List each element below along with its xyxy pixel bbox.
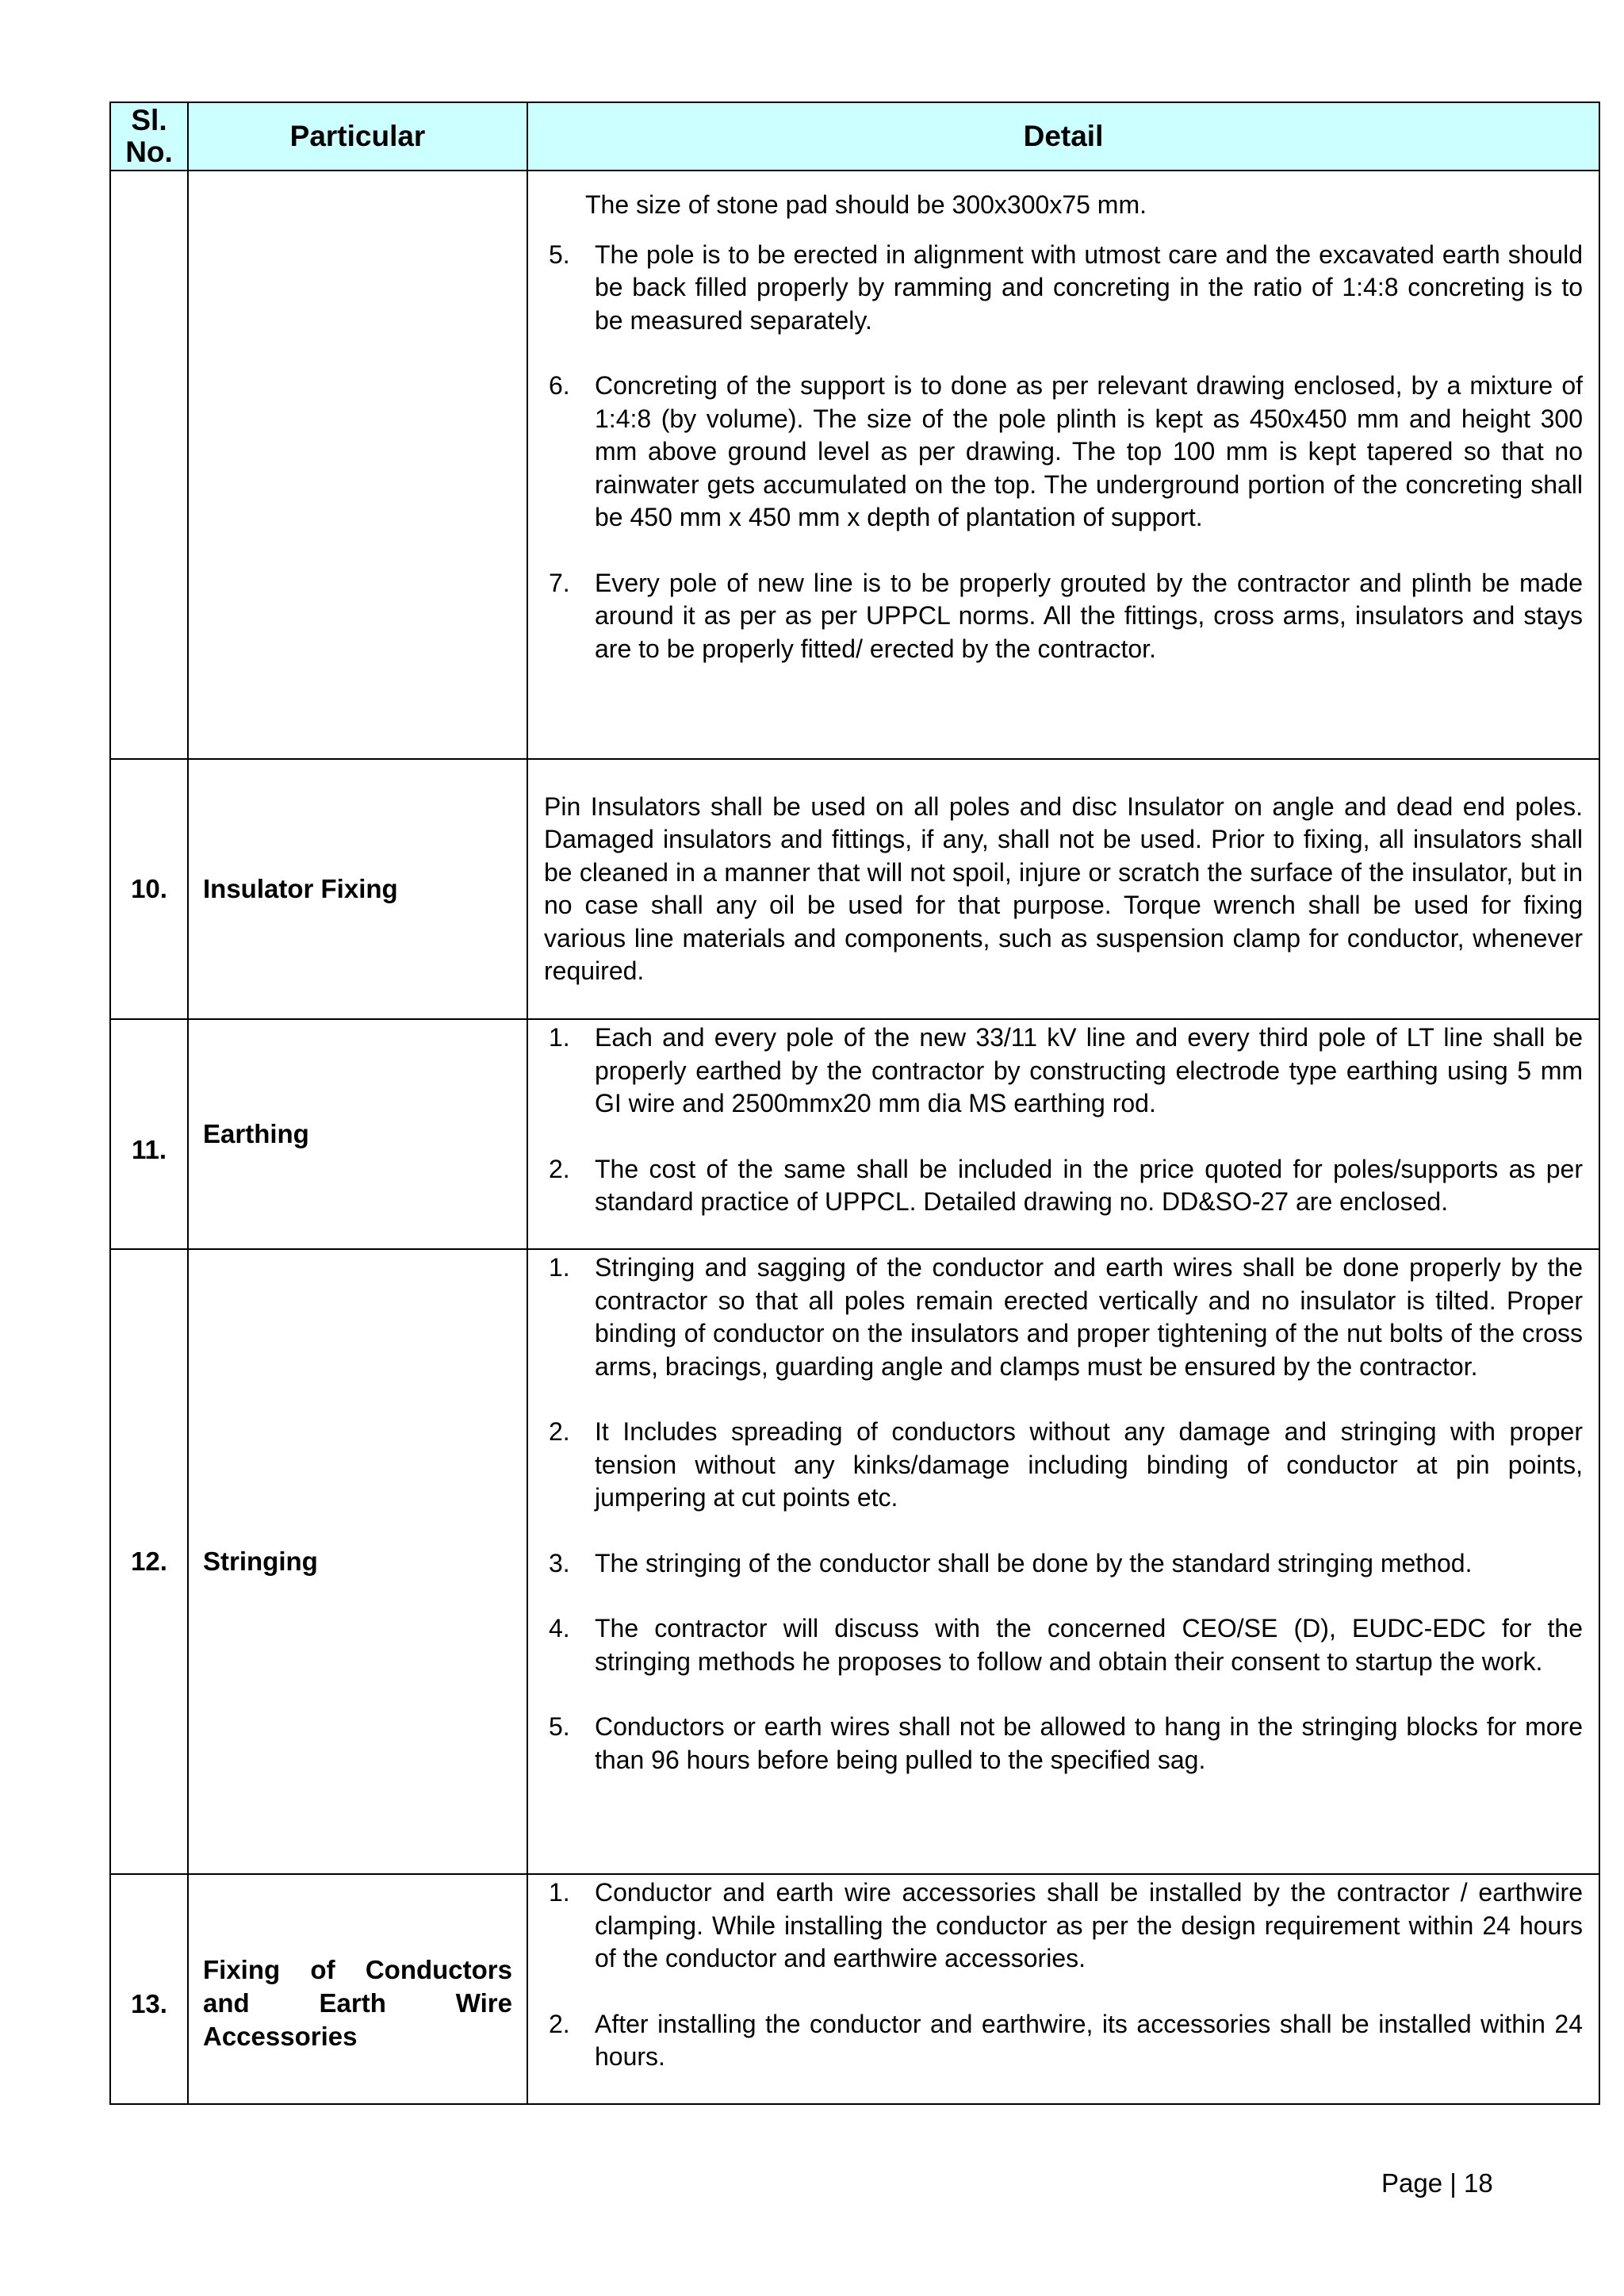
detail-cell (527, 1874, 1599, 2104)
list-item: 3. The stringing of the conductor shall be done by the standard stringing method. (549, 1548, 1473, 1577)
list-item: 4. The contractor will discuss with the concerned CEO/SE (D), EUDC-EDC for the stringing methods he proposes to follow and obtain their consent to startup the work. (549, 1614, 1583, 1676)
list-item: 5. Conductors or earth wires shall not be allowed to hang in the stringing blocks for more than 96 hours before being pulled to the specified sag. (549, 1712, 1583, 1774)
list-item: 1. Stringing and sagging of the conductor and earth wires shall be done properly by the contractor so that all poles remain erected vertically and no insulator is tilted. Proper binding of conductor on the insulators and proper tightening of the nut bolts of the cross arms, bracings, guarding angle and clamps must be ensured by the contractor. (549, 1253, 1583, 1381)
list-item: 1. Each and every pole of the new 33/11 kV line and every third pole of LT line shall be properly earthed by the contractor by constructing electrode type earthing using 5 mm GI wire and 2500mmx20 mm dia MS earthing rod. (549, 1023, 1583, 1117)
particular-cell (188, 171, 527, 759)
list-item: 2. It Includes spreading of conductors without any damage and stringing with proper tension without any kinks/damage including binding of conductor at pin points, jumpering at cut points etc. (549, 1417, 1583, 1512)
particular-line: Accessories (203, 2022, 358, 2051)
detail-list (544, 1022, 1583, 1219)
detail-cell (527, 1249, 1599, 1874)
specification-table (109, 102, 1600, 2105)
table-row (110, 1249, 1599, 1874)
list-item: 2. After installing the conductor and earthwire, its accessories shall be installed within 24 hours. (549, 2009, 1583, 2071)
header-sl-no: Sl. No. (110, 102, 188, 171)
sl-no-cell: 10. (110, 759, 188, 1019)
detail-cell (527, 1019, 1599, 1249)
list-item: 7. Every pole of new line is to be properly grouted by the contractor and plinth be made around it as per as per UPPCL norms. All the fittings, cross arms, insulators and stays are to be properly fitted/ erected by the contractor. (549, 568, 1583, 663)
header-particular: Particular (188, 102, 527, 171)
detail-cell (527, 171, 1599, 759)
sl-no-cell: 12. (110, 1249, 188, 1874)
header-detail: Detail (527, 102, 1599, 171)
sl-no-cell (110, 171, 188, 759)
table-header-row (110, 102, 1599, 171)
sl-no-cell: 13. (110, 1874, 188, 2104)
particular-line: Fixing of Conductors (203, 1955, 512, 1984)
particular-line: and Earth Wire (203, 1988, 512, 2018)
table-row (110, 1874, 1599, 2104)
detail-list (544, 239, 1583, 666)
particular-cell (188, 1874, 527, 2104)
list-item: 5. The pole is to be erected in alignment with utmost care and the excavated earth should be back filled properly by ramming and concreting in the ratio of 1:4:8 concreting is to be measured separately. (549, 240, 1583, 335)
list-item: 1. Conductor and earth wire accessories shall be installed by the contractor / earthwire clamping. While installing the conductor as per the design requirement within 24 hours of the conductor and earthwire accessories. (549, 1878, 1583, 1972)
table-row (110, 1019, 1599, 1249)
list-item: 2. The cost of the same shall be included in the price quoted for poles/supports as per standard practice of UPPCL. Detailed drawing no. DD&SO-27 are enclosed. (549, 1154, 1583, 1216)
detail-cell (527, 759, 1599, 1019)
particular-cell: Earthing (188, 1019, 527, 1249)
page-number: Page | 18 (1381, 2168, 1493, 2198)
sl-no-cell: 11. (110, 1019, 188, 1249)
detail-list (544, 1876, 1583, 2074)
particular-cell: Stringing (188, 1249, 527, 1874)
list-item: 6. Concreting of the support is to done as per relevant drawing enclosed, by a mixture of 1:4:8 (by volume). The size of the pole plinth is kept as 450x450 mm and height 300 mm above ground level as per drawing. The top 100 mm is kept tapered so that no rainwater gets accumulated on the top. The underground portion of the concreting shall be 450 mm x 450 mm x depth of plantation of support. (549, 371, 1583, 531)
detail-paragraph: Pin Insulators shall be used on all poles and disc Insulator on angle and dead end poles. Damaged insulators and fittings, if any, shall not be used. Prior to fixing, all insulators shall be cleaned in a manner that will not spoil, injure or scratch the surface of the insulator, but in no case shall any oil be used for that purpose. Torque wrench shall be used for fixing various line materials and components, such as suspension clamp for conductor, whenever required. (544, 792, 1583, 985)
detail-intro: The size of stone pad should be 300x300x75 mm. (585, 190, 1147, 219)
table-row (110, 759, 1599, 1019)
table-row (110, 171, 1599, 759)
detail-list (544, 1251, 1583, 1777)
particular-cell: Insulator Fixing (188, 759, 527, 1019)
